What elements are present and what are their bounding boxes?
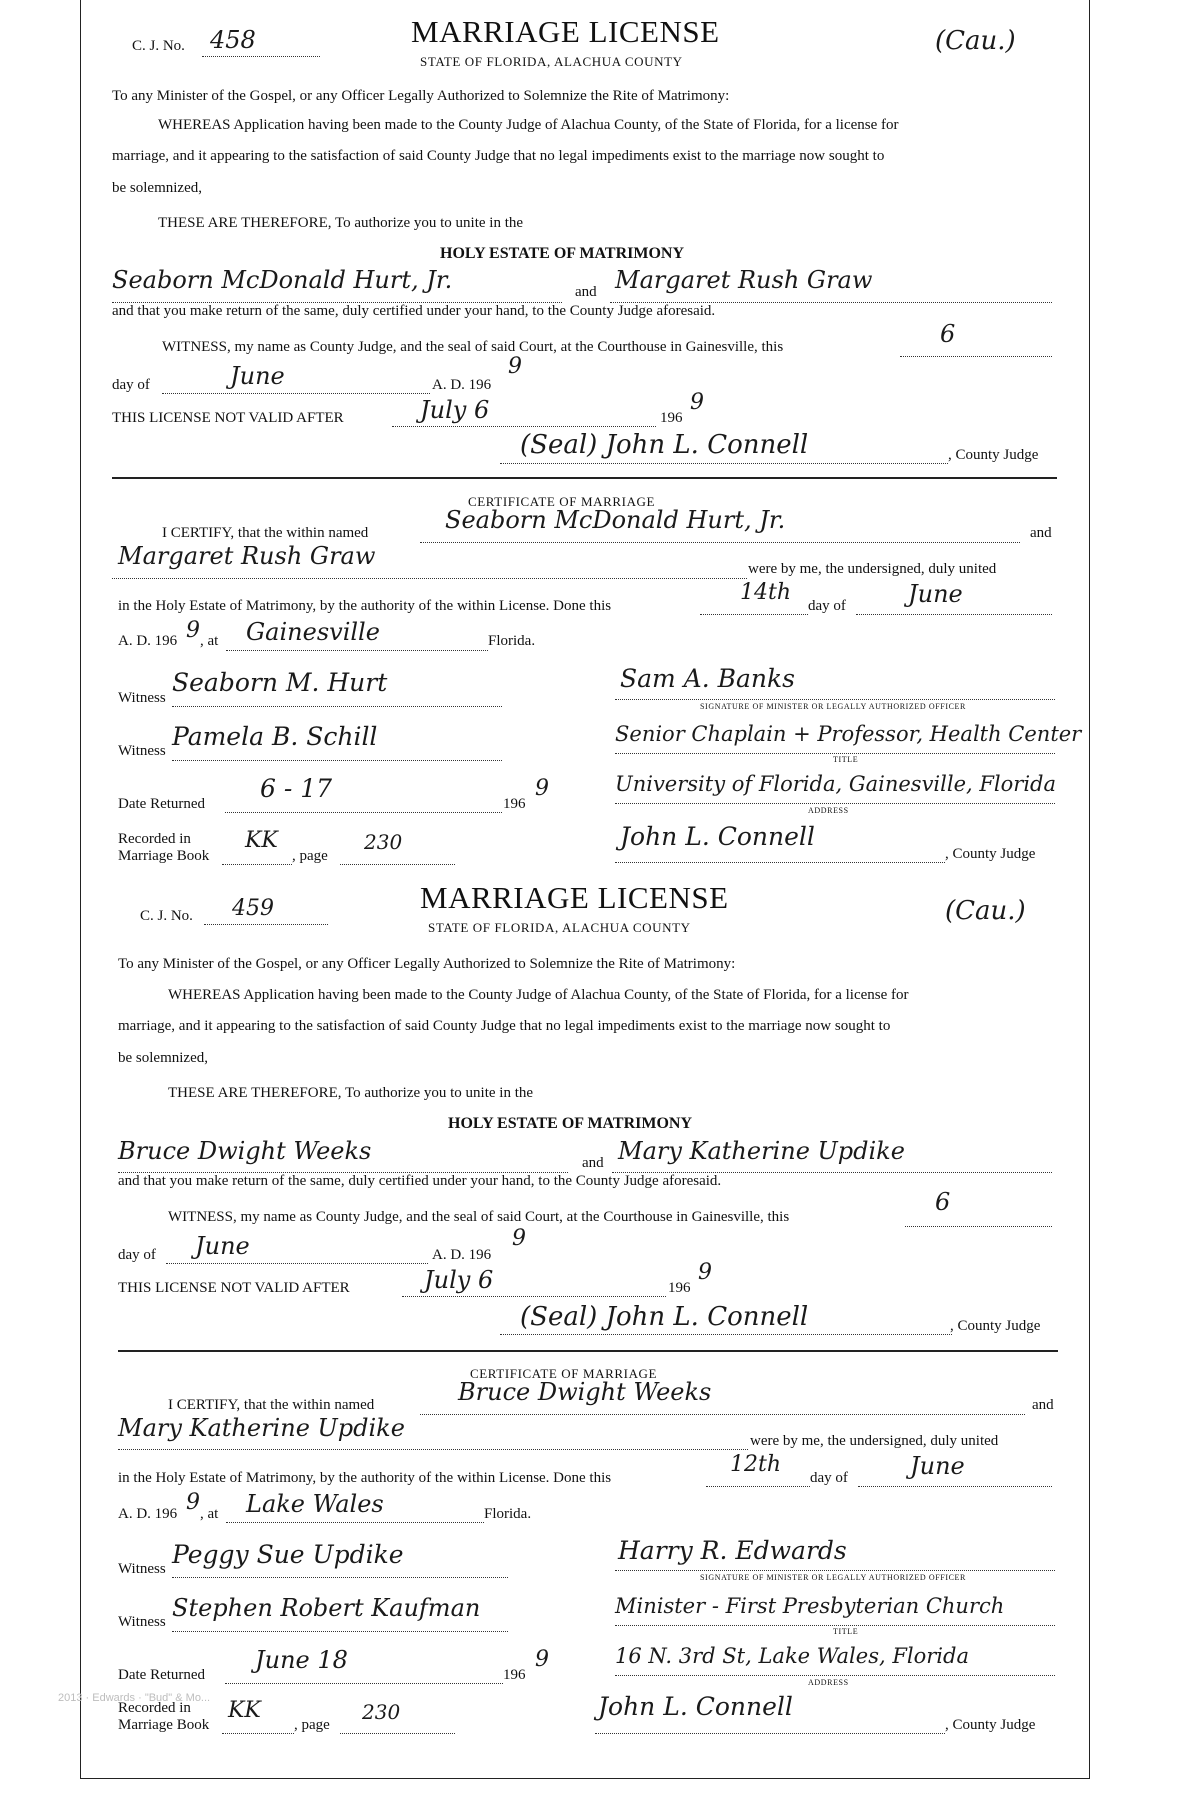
county-judge-label: , County Judge bbox=[950, 1318, 1041, 1334]
county-judge-label: , County Judge bbox=[948, 447, 1039, 463]
address-line: To any Minister of the Gospel, or any Officer Legally Authorized to Solemnize the Rite of Matrimony: bbox=[112, 88, 730, 104]
at-label: , at bbox=[200, 633, 219, 649]
issue-day: 6 bbox=[935, 1188, 951, 1216]
title-caption: TITLE bbox=[833, 1627, 859, 1636]
witness-1-label: Witness bbox=[118, 1561, 166, 1577]
witness-1-signature: Peggy Sue Updike bbox=[172, 1540, 404, 1569]
officer-title: Minister - First Presbyterian Church bbox=[615, 1594, 1005, 1618]
done-month: June bbox=[910, 1452, 965, 1480]
at-label: , at bbox=[200, 1506, 219, 1522]
date-returned-label: Date Returned bbox=[118, 796, 206, 812]
recorded-in-label: Recorded in bbox=[118, 1700, 191, 1716]
united-line: were by me, the undersigned, duly united bbox=[750, 1433, 999, 1449]
not-valid-label: THIS LICENSE NOT VALID AFTER bbox=[112, 410, 344, 426]
license-subtitle: STATE OF FLORIDA, ALACHUA COUNTY bbox=[428, 920, 691, 935]
return-line: and that you make return of the same, duly certified under your hand, to the County Judge aforesaid. bbox=[118, 1173, 722, 1189]
holy-authority-line: in the Holy Estate of Matrimony, by the authority of the within License. Done this bbox=[118, 598, 612, 614]
florida-label: Florida. bbox=[488, 633, 536, 649]
day-of-label-2: day of bbox=[808, 598, 846, 614]
officer-signature: Harry R. Edwards bbox=[618, 1536, 847, 1565]
issue-month: June bbox=[230, 362, 285, 390]
expiry-year: 9 bbox=[698, 1260, 712, 1285]
whereas-line-2: marriage, and it appearing to the satisfaction of said County Judge that no legal impediments exist to the marriage now sought to bbox=[112, 148, 885, 164]
bride-name: Mary Katherine Updike bbox=[618, 1137, 905, 1165]
witness-seal-line: WITNESS, my name as County Judge, and the seal of said Court, at the Courthouse in Gainesville, this bbox=[162, 339, 784, 355]
issue-month: June bbox=[195, 1232, 250, 1260]
ad-label-2: A. D. 196 bbox=[118, 1506, 178, 1522]
county-judge-signature: (Seal) John L. Connell bbox=[520, 430, 809, 460]
address-line: To any Minister of the Gospel, or any Officer Legally Authorized to Solemnize the Rite of Matrimony: bbox=[118, 956, 736, 972]
not-valid-label: THIS LICENSE NOT VALID AFTER bbox=[118, 1280, 350, 1296]
cj-number-label: C. J. No. bbox=[132, 38, 185, 54]
address-caption: ADDRESS bbox=[808, 1678, 849, 1687]
title-caption: TITLE bbox=[833, 755, 859, 764]
whereas-line-3: be solemnized, bbox=[118, 1050, 208, 1066]
ad-label-2: A. D. 196 bbox=[118, 633, 178, 649]
marriage-book: KK bbox=[245, 828, 278, 853]
whereas-line-1: WHEREAS Application having been made to the County Judge of Alachua County, of the State of Florida, for a license for bbox=[158, 117, 899, 133]
certify-line: I CERTIFY, that the within named bbox=[162, 525, 369, 541]
marriage-book-label: Marriage Book bbox=[118, 1717, 210, 1733]
groom-name: Bruce Dwight Weeks bbox=[118, 1137, 372, 1165]
therefore-line: THESE ARE THEREFORE, To authorize you to unite in the bbox=[158, 215, 524, 231]
page-label: , page bbox=[294, 1717, 330, 1733]
recording-judge-signature: John L. Connell bbox=[598, 1692, 793, 1721]
certificate-and: and bbox=[1030, 525, 1052, 541]
book-page: 230 bbox=[364, 830, 403, 854]
certificate-groom: Bruce Dwight Weeks bbox=[458, 1378, 712, 1406]
certificate-bride: Mary Katherine Updike bbox=[118, 1414, 405, 1442]
day-of-label-2: day of bbox=[810, 1470, 848, 1486]
whereas-line-2: marriage, and it appearing to the satisfaction of said County Judge that no legal impediments exist to the marriage now sought to bbox=[118, 1018, 891, 1034]
certificate-and: and bbox=[1032, 1397, 1054, 1413]
returned-year: 9 bbox=[535, 776, 549, 801]
florida-label: Florida. bbox=[484, 1506, 532, 1522]
address-caption: ADDRESS bbox=[808, 806, 849, 815]
witness-seal-line: WITNESS, my name as County Judge, and the seal of said Court, at the Courthouse in Gainesville, this bbox=[168, 1209, 790, 1225]
county-judge-label-2: , County Judge bbox=[945, 1717, 1036, 1733]
ad-label: A. D. 196 bbox=[432, 377, 492, 393]
certificate-title: CERTIFICATE OF MARRIAGE bbox=[470, 1366, 658, 1381]
cj-number: 458 bbox=[210, 26, 256, 54]
witness-2-signature: Stephen Robert Kaufman bbox=[172, 1594, 481, 1622]
officer-signature-caption: SIGNATURE OF MINISTER OR LEGALLY AUTHORIZED OFFICER bbox=[700, 1573, 966, 1582]
return-line: and that you make return of the same, duly certified under your hand, to the County Judge aforesaid. bbox=[112, 303, 716, 319]
officer-signature: Sam A. Banks bbox=[620, 664, 795, 693]
issue-day: 6 bbox=[940, 320, 956, 348]
officer-address: University of Florida, Gainesville, Florida bbox=[615, 772, 1057, 796]
bride-name: Margaret Rush Graw bbox=[615, 266, 873, 294]
county-judge-label-2: , County Judge bbox=[945, 846, 1036, 862]
day-of-label: day of bbox=[112, 377, 150, 393]
book-page: 230 bbox=[362, 1700, 401, 1724]
license-title: MARRIAGE LICENSE bbox=[420, 880, 729, 915]
witness-2-signature: Pamela B. Schill bbox=[172, 722, 378, 751]
watermark: 2013 · Edwards · "Bud" & Mo... bbox=[58, 1692, 211, 1704]
witness-2-label: Witness bbox=[118, 743, 166, 759]
marriage-place: Lake Wales bbox=[246, 1490, 384, 1518]
certificate-groom: Seaborn McDonald Hurt, Jr. bbox=[445, 506, 786, 534]
ad-label: A. D. 196 bbox=[432, 1247, 492, 1263]
and-word: and bbox=[575, 284, 597, 300]
done-day: 14th bbox=[740, 580, 792, 605]
whereas-line-1: WHEREAS Application having been made to the County Judge of Alachua County, of the State of Florida, for a license for bbox=[168, 987, 909, 1003]
cj-number-label: C. J. No. bbox=[140, 908, 193, 924]
done-year: 9 bbox=[186, 618, 200, 643]
cj-number: 459 bbox=[232, 896, 274, 921]
issue-year: 9 bbox=[512, 1226, 526, 1251]
county-judge-signature: (Seal) John L. Connell bbox=[520, 1302, 809, 1332]
and-word: and bbox=[582, 1155, 604, 1171]
witness-2-label: Witness bbox=[118, 1614, 166, 1630]
officer-address: 16 N. 3rd St, Lake Wales, Florida bbox=[615, 1644, 969, 1668]
recorded-in-label: Recorded in bbox=[118, 831, 191, 847]
corner-note: (Cau.) bbox=[945, 896, 1026, 926]
officer-title: Senior Chaplain + Professor, Health Center bbox=[615, 722, 1082, 746]
page-label: , page bbox=[292, 848, 328, 864]
expiry-date: July 6 bbox=[420, 396, 490, 424]
officer-signature-caption: SIGNATURE OF MINISTER OR LEGALLY AUTHORIZED OFFICER bbox=[700, 702, 966, 711]
license-subtitle: STATE OF FLORIDA, ALACHUA COUNTY bbox=[420, 54, 683, 69]
date-returned-label: Date Returned bbox=[118, 1667, 206, 1683]
therefore-line: THESE ARE THEREFORE, To authorize you to unite in the bbox=[168, 1085, 534, 1101]
done-day: 12th bbox=[730, 1452, 782, 1477]
groom-name: Seaborn McDonald Hurt, Jr. bbox=[112, 266, 453, 294]
certify-line: I CERTIFY, that the within named bbox=[168, 1397, 375, 1413]
marriage-book-label: Marriage Book bbox=[118, 848, 210, 864]
marriage-place: Gainesville bbox=[246, 618, 380, 646]
date-returned: 6 - 17 bbox=[260, 774, 333, 803]
issue-year: 9 bbox=[508, 354, 522, 379]
witness-1-label: Witness bbox=[118, 690, 166, 706]
certificate-bride: Margaret Rush Graw bbox=[118, 542, 376, 570]
corner-note: (Cau.) bbox=[935, 26, 1016, 56]
united-line: were by me, the undersigned, duly united bbox=[748, 561, 997, 577]
whereas-line-3: be solemnized, bbox=[112, 180, 202, 196]
day-of-label: day of bbox=[118, 1247, 156, 1263]
returned-year-label: 196 bbox=[503, 1667, 526, 1683]
license-title: MARRIAGE LICENSE bbox=[411, 14, 720, 49]
marriage-book: KK bbox=[228, 1698, 261, 1723]
returned-year-label: 196 bbox=[503, 796, 526, 812]
certificate-title: CERTIFICATE OF MARRIAGE bbox=[468, 494, 656, 509]
done-year: 9 bbox=[186, 1490, 200, 1515]
expiry-date: July 6 bbox=[424, 1266, 494, 1294]
expiry-year: 9 bbox=[690, 390, 704, 415]
holy-estate-heading: HOLY ESTATE OF MATRIMONY bbox=[440, 245, 685, 262]
returned-year: 9 bbox=[535, 1647, 549, 1672]
holy-estate-heading: HOLY ESTATE OF MATRIMONY bbox=[448, 1115, 693, 1132]
done-month: June bbox=[908, 580, 963, 608]
date-returned: June 18 bbox=[255, 1646, 348, 1674]
recording-judge-signature: John L. Connell bbox=[620, 822, 815, 851]
holy-authority-line: in the Holy Estate of Matrimony, by the authority of the within License. Done this bbox=[118, 1470, 612, 1486]
witness-1-signature: Seaborn M. Hurt bbox=[172, 668, 388, 697]
